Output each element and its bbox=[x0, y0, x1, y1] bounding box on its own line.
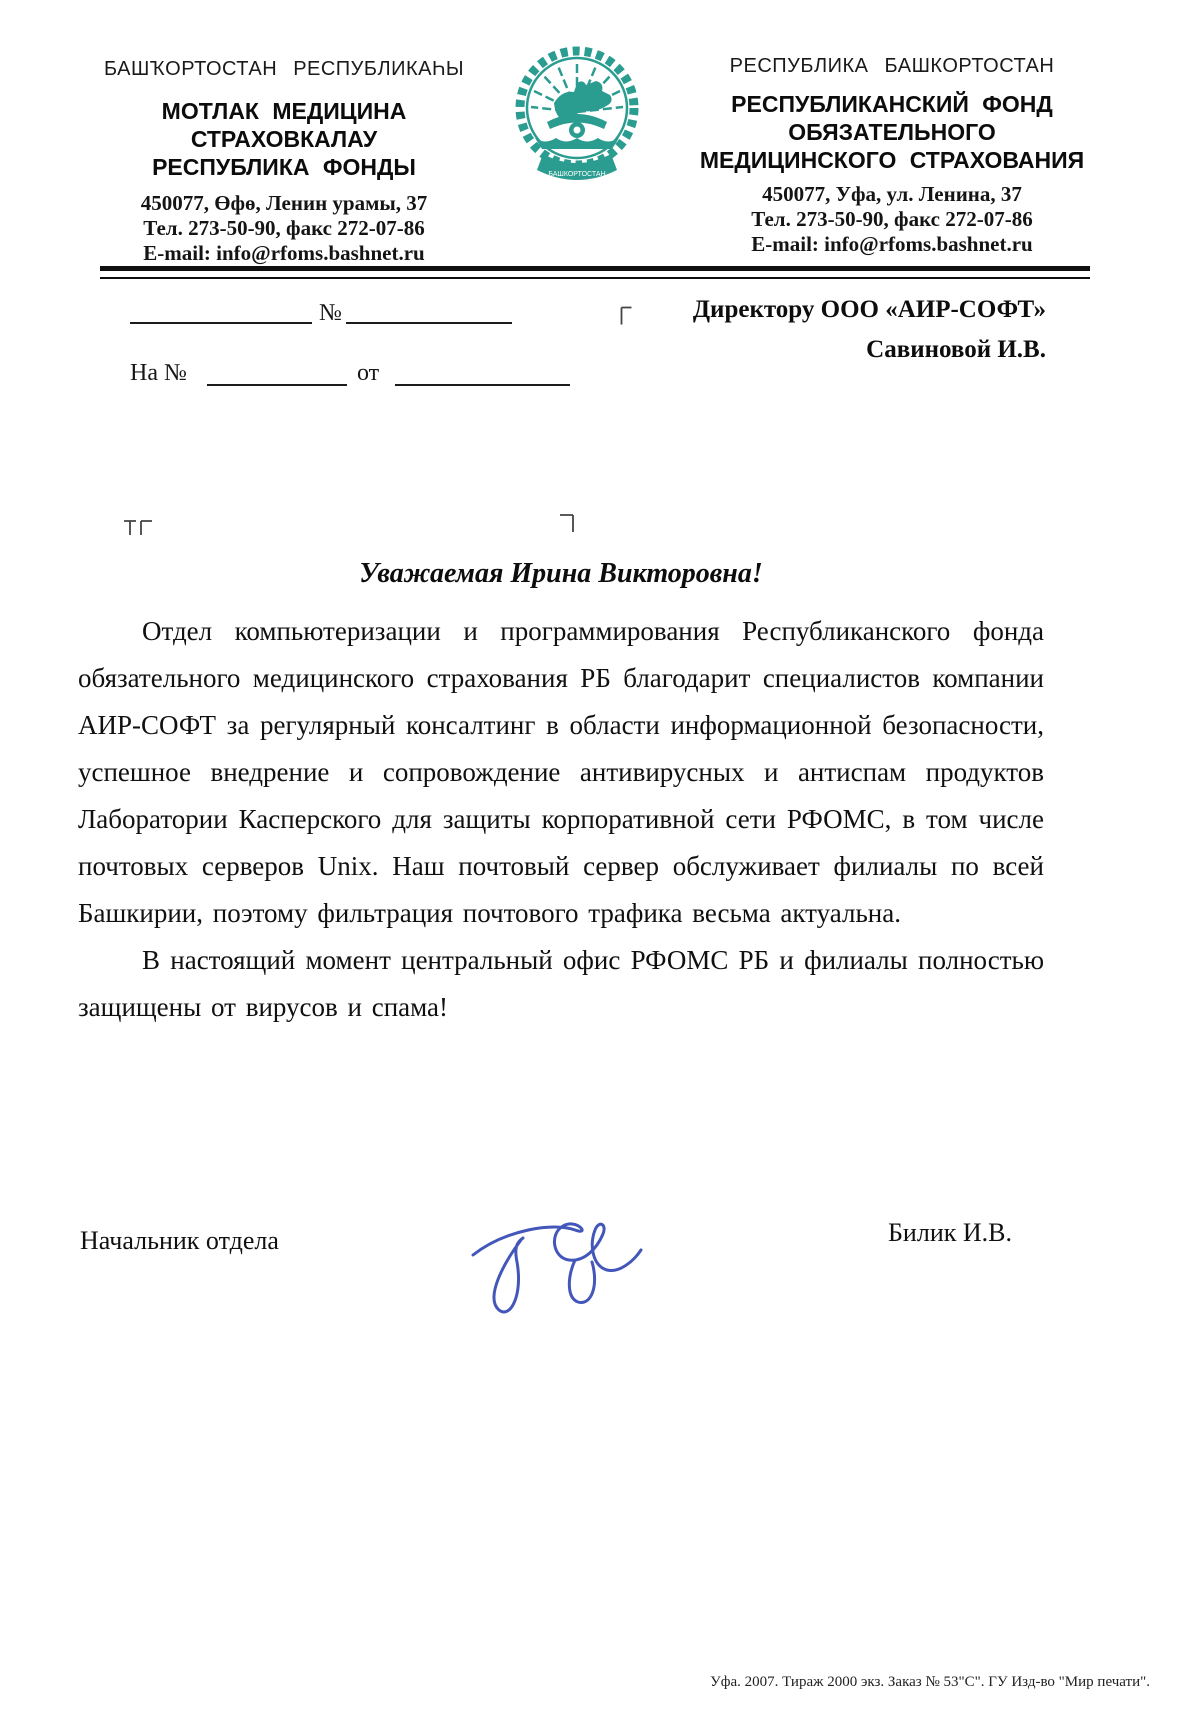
header-rule-thin bbox=[100, 277, 1090, 279]
salutation: Уважаемая Ирина Викторовна! bbox=[359, 558, 763, 589]
emblem-banner-text: БАШКОРТОСТАН bbox=[548, 171, 606, 178]
letter-body bbox=[78, 584, 1044, 1031]
bashkortostan-coat-of-arms-icon bbox=[512, 42, 642, 197]
letterhead-right-org-line: РЕСПУБЛИКАНСКИЙ ФОНД bbox=[731, 91, 1053, 117]
body-paragraph-2: В настоящий момент центральный офис РФОМС РБ и филиалы полностью защищены от вирусов и спама! bbox=[78, 945, 1044, 1022]
letterhead-left-country: БАШҠОРТОСТАН РЕСПУБЛИКАҺЫ bbox=[103, 58, 465, 80]
letterhead-left-org-line: РЕСПУБЛИКА ФОНДЫ bbox=[152, 154, 416, 180]
addressee-name: Савиновой И.В. bbox=[866, 336, 1046, 363]
emblem-container bbox=[512, 42, 642, 197]
letterhead-right-phone: Тел. 273-50-90, факс 272-07-86 bbox=[751, 207, 1033, 231]
letterhead-left-org bbox=[100, 97, 468, 181]
letterhead-right-contacts bbox=[686, 182, 1098, 257]
reply-to-label: На № bbox=[130, 360, 187, 386]
header-rule-thick bbox=[100, 266, 1090, 271]
letterhead-right-address: 450077, Уфа, ул. Ленина, 37 bbox=[762, 182, 1022, 206]
crop-mark-icon bbox=[122, 518, 154, 538]
letterhead-right-country: РЕСПУБЛИКА БАШКОРТОСТАН bbox=[729, 55, 1055, 77]
signer-name: Билик И.В. bbox=[888, 1218, 1012, 1247]
letterhead-right-org-line: МЕДИЦИНСКОГО СТРАХОВАНИЯ bbox=[699, 147, 1085, 173]
letterhead-left bbox=[100, 58, 468, 266]
body-paragraph-1: Отдел компьютеризации и программирования Республиканского фонда обязательного медицинского страхования РБ благодарит специалистов компании АИР-СОФТ за регулярный консалтинг в области информационной безопасности, успешное внедрение и сопровождение антивирусных и антиспам продуктов Лаборатории Касперского для защиты корпоративной сети РФОМС, в том числе почтовых серверов Unix. Наш почтовый сервер обслуживает филиалы по всей Башкирии, поэтому фильтрация почтового трафика весьма актуальна. bbox=[78, 616, 1044, 928]
letterhead-left-email: E-mail: info@rfoms.bashnet.ru bbox=[143, 241, 425, 265]
outgoing-number-blank-right bbox=[346, 322, 512, 324]
addressee-block bbox=[600, 290, 1046, 370]
letterhead-right-email: E-mail: info@rfoms.bashnet.ru bbox=[751, 232, 1033, 256]
signer-position: Начальник отдела bbox=[80, 1226, 279, 1255]
reply-date-blank bbox=[395, 384, 570, 386]
letterhead-left-org-line: СТРАХОВКАЛАУ bbox=[190, 126, 378, 152]
letterhead-right bbox=[686, 55, 1098, 257]
letterhead-left-address: 450077, Өфө, Ленин урамы, 37 bbox=[140, 191, 428, 215]
letterhead-left-org-line: МОТЛАК МЕДИЦИНА bbox=[161, 98, 407, 124]
letterhead-right-org-line: ОБЯЗАТЕЛЬНОГО bbox=[788, 119, 996, 145]
outgoing-number-blank-left bbox=[130, 322, 312, 324]
addressee-title: Директору ООО «АИР-СОФТ» bbox=[692, 296, 1046, 323]
letterhead-right-org bbox=[686, 90, 1098, 174]
number-sign-label: № bbox=[319, 300, 342, 326]
letterhead-left-contacts bbox=[100, 191, 468, 266]
reply-number-blank bbox=[207, 384, 347, 386]
print-imprint: Уфа. 2007. Тираж 2000 экз. Заказ № 53"С". ГУ Изд-во "Мир печати". bbox=[710, 1674, 1150, 1690]
handwritten-signature bbox=[455, 1200, 665, 1330]
crop-mark-icon bbox=[558, 512, 576, 534]
letterhead-left-phone: Тел. 273-50-90, факс 272-07-86 bbox=[143, 216, 425, 240]
date-label: от bbox=[357, 360, 380, 386]
